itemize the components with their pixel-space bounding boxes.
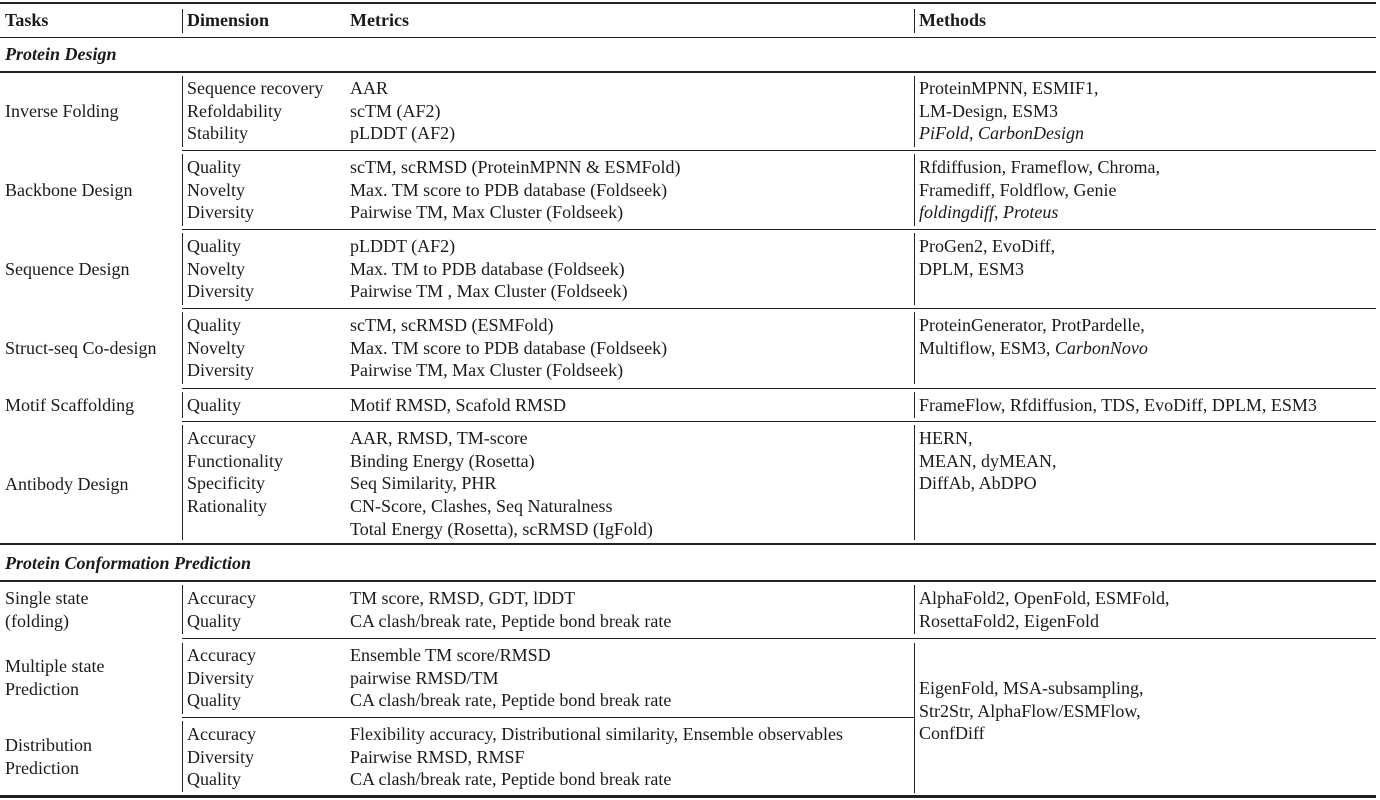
metric: pairwise RMSD/TM [350, 667, 499, 688]
col-divider [182, 392, 183, 418]
col-divider [914, 585, 915, 634]
col-divider [182, 643, 183, 714]
dimension: Diversity [187, 360, 254, 381]
method-list [919, 314, 1148, 359]
dimension: Accuracy [187, 724, 256, 744]
separator: , [994, 202, 1004, 223]
dimension: Sequence recovery [187, 78, 324, 98]
task-name: Single state (folding) [5, 588, 89, 631]
method-list [919, 587, 1170, 632]
metric: Motif RMSD, Scafold RMSD [350, 395, 567, 415]
section-rule [0, 543, 1376, 545]
dimension: Diversity [187, 746, 254, 767]
metric: Seq Similarity, PHR [350, 473, 497, 494]
metric: Max. TM score to PDB database (Foldseek) [350, 337, 668, 358]
row-rule [182, 638, 1376, 639]
dimension: Accuracy [187, 645, 256, 665]
method-line [919, 201, 1160, 224]
metric: AAR [350, 78, 389, 98]
row-rule [182, 421, 1376, 422]
col-divider [914, 233, 915, 305]
dimension: Specificity [187, 473, 265, 494]
method-italic: PiFold [919, 123, 969, 144]
dimension-list [187, 587, 256, 632]
method-text: Multiflow, ESM3, [919, 337, 1055, 358]
header-metrics: Metrics [350, 10, 409, 30]
metric: CN-Score, Clashes, Seq Naturalness [350, 496, 613, 517]
col-divider [182, 312, 183, 384]
task-name: Motif Scaffolding [5, 395, 135, 415]
metric: scTM (AF2) [350, 100, 441, 121]
method-list [919, 156, 1160, 224]
row-rule [182, 150, 1376, 151]
col-divider [914, 392, 915, 418]
method-line: Rfdiffusion, Frameflow, Chroma, [919, 157, 1160, 177]
row-rule [182, 308, 1376, 309]
metric: pLDDT (AF2) [350, 123, 456, 144]
dimension: Quality [187, 395, 241, 415]
dimension-list [187, 77, 323, 145]
metric-list [350, 235, 628, 303]
col-divider [914, 154, 915, 226]
dimension-list [187, 314, 254, 382]
dimension: Novelty [187, 337, 245, 358]
task-name: Backbone Design [5, 180, 133, 200]
method-line [919, 337, 1148, 360]
separator: , [969, 123, 978, 144]
col-divider [914, 76, 915, 147]
method-line: MEAN, dyMEAN, [919, 450, 1057, 471]
dimension-list [187, 427, 283, 518]
metric: scTM, scRMSD (ProteinMPNN & ESMFold) [350, 157, 681, 177]
method-line: ProteinGenerator, ProtPardelle, [919, 315, 1145, 335]
dimension: Diversity [187, 202, 254, 223]
metric: AAR, RMSD, TM-score [350, 428, 528, 448]
col-divider [914, 9, 915, 33]
method-line: FrameFlow, Rfdiffusion, TDS, EvoDiff, DPLM, ESM3 [919, 395, 1317, 415]
col-divider [182, 9, 183, 33]
method-line: HERN, [919, 428, 973, 448]
dimension: Diversity [187, 667, 254, 688]
metric: TM score, RMSD, GDT, lDDT [350, 588, 576, 608]
row-rule [182, 229, 1376, 230]
dimension: Quality [187, 236, 241, 256]
top-rule [0, 2, 1376, 4]
task-name: Multiple state Prediction [5, 656, 105, 699]
metric-list [350, 156, 681, 224]
method-line: Str2Str, AlphaFlow/ESMFlow, [919, 700, 1141, 721]
metric: CA clash/break rate, Peptide bond break rate [350, 690, 672, 711]
metric-list [350, 723, 843, 791]
method-list [919, 235, 1055, 280]
header-tasks: Tasks [5, 10, 49, 30]
col-divider [182, 233, 183, 305]
method-line: ConfDiff [919, 723, 985, 744]
method-line: LM-Design, ESM3 [919, 100, 1058, 121]
col-divider [914, 425, 915, 540]
method-italic: Proteus [1003, 202, 1059, 223]
dimension-list [187, 723, 256, 791]
header-rule [0, 37, 1376, 38]
method-line: RosettaFold2, EigenFold [919, 610, 1099, 631]
row-rule [182, 717, 914, 718]
task-name: Struct-seq Co-design [5, 338, 157, 358]
metric: Max. TM score to PDB database (Foldseek) [350, 179, 668, 200]
dimension: Diversity [187, 281, 254, 302]
dimension: Stability [187, 123, 249, 144]
dimension-list [187, 156, 254, 224]
metric: Pairwise TM , Max Cluster (Foldseek) [350, 281, 628, 302]
metric: pLDDT (AF2) [350, 236, 456, 256]
metric-list [350, 314, 667, 382]
method-italic: foldingdiff [919, 202, 995, 223]
metric: Flexibility accuracy, Distributional similarity, Ensemble observables [350, 724, 844, 744]
header-methods: Methods [919, 10, 986, 30]
task-name: Inverse Folding [5, 101, 119, 121]
dimension: Novelty [187, 258, 245, 279]
method-line: AlphaFold2, OpenFold, ESMFold, [919, 588, 1170, 608]
method-line: DPLM, ESM3 [919, 258, 1025, 279]
metric: Pairwise TM, Max Cluster (Foldseek) [350, 360, 624, 381]
metric: CA clash/break rate, Peptide bond break rate [350, 769, 672, 790]
method-line: ProGen2, EvoDiff, [919, 236, 1056, 256]
metric: Binding Energy (Rosetta) [350, 450, 535, 471]
shared-method-list [919, 677, 1144, 745]
row-rule [182, 388, 1376, 389]
bottom-rule [0, 795, 1376, 798]
task-name: Sequence Design [5, 259, 130, 279]
dimension: Novelty [187, 179, 245, 200]
method-line: ProteinMPNN, ESMIF1, [919, 78, 1099, 98]
method-list [919, 427, 1057, 495]
dimension: Functionality [187, 450, 283, 471]
section-title: Protein Design [5, 44, 117, 64]
method-line: DiffAb, AbDPO [919, 473, 1037, 494]
metric: CA clash/break rate, Peptide bond break rate [350, 610, 672, 631]
metric: Total Energy (Rosetta), scRMSD (IgFold) [350, 518, 653, 539]
col-divider [182, 425, 183, 540]
dimension: Quality [187, 690, 241, 711]
section-rule [0, 580, 1376, 582]
metric: scTM, scRMSD (ESMFold) [350, 315, 554, 335]
header-dimension: Dimension [187, 10, 270, 30]
dimension: Quality [187, 315, 241, 335]
col-divider [914, 643, 915, 793]
dimension: Quality [187, 157, 241, 177]
section-title: Protein Conformation Prediction [5, 553, 252, 573]
method-italic: CarbonDesign [978, 123, 1085, 144]
method-line: EigenFold, MSA-subsampling, [919, 678, 1144, 698]
metric-list [350, 77, 455, 145]
dimension: Refoldability [187, 100, 282, 121]
method-line [919, 122, 1099, 145]
dimension: Quality [187, 610, 241, 631]
metric: Pairwise RMSD, RMSF [350, 746, 525, 767]
dimension-list [187, 235, 254, 303]
dimension: Accuracy [187, 588, 256, 608]
col-divider [182, 76, 183, 147]
section-rule [0, 71, 1376, 73]
task-name: Distribution Prediction [5, 735, 93, 778]
metric: Max. TM to PDB database (Foldseek) [350, 258, 625, 279]
method-line: Framediff, Foldflow, Genie [919, 179, 1117, 200]
col-divider [914, 312, 915, 384]
metric: Ensemble TM score/RMSD [350, 645, 551, 665]
col-divider [182, 721, 183, 792]
method-italic: CarbonNovo [1054, 337, 1148, 358]
metric-list [350, 427, 653, 541]
metric-list [350, 587, 671, 632]
task-name: Antibody Design [5, 474, 129, 494]
dimension-list [187, 644, 256, 712]
dimension: Accuracy [187, 428, 256, 448]
col-divider [182, 585, 183, 634]
method-list [919, 77, 1099, 145]
metric-list [350, 644, 671, 712]
dimension: Quality [187, 769, 241, 790]
metric: Pairwise TM, Max Cluster (Foldseek) [350, 202, 624, 223]
dimension: Rationality [187, 496, 267, 517]
col-divider [182, 154, 183, 226]
